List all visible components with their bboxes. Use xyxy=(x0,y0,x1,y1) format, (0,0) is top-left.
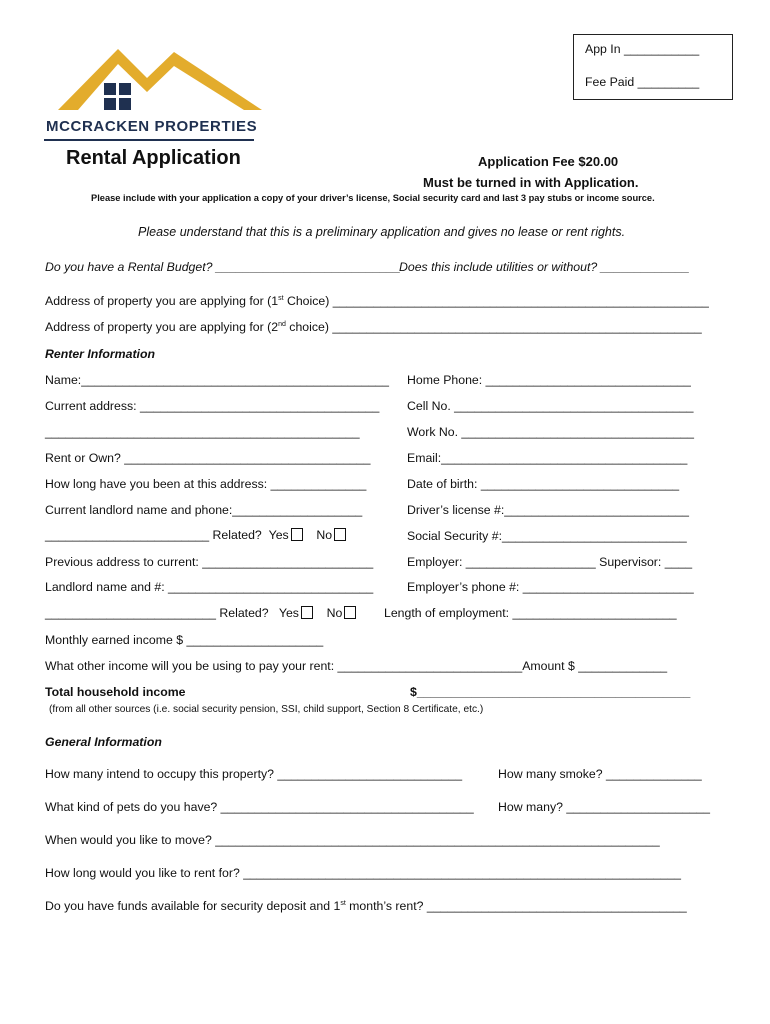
previous-landlord-field[interactable]: Landlord name and #: ______________________________ xyxy=(45,580,374,594)
employer-field[interactable]: Employer: ___________________ Supervisor: ____ xyxy=(407,555,693,569)
date-of-birth-field[interactable]: Date of birth: _____________________________ xyxy=(407,477,680,491)
move-date-field[interactable]: When would you like to move? _________________________________________________________________ xyxy=(45,833,660,847)
other-income-field[interactable]: What other income will you be using to pay your rent: ___________________________Amount $ _____________ xyxy=(45,659,668,673)
logo xyxy=(44,44,274,144)
email-field[interactable]: Email:____________________________________ xyxy=(407,451,688,465)
related-field[interactable]: ________________________ Related? xyxy=(45,528,262,542)
cell-phone-field[interactable]: Cell No. ___________________________________ xyxy=(407,399,694,413)
drivers-license-field[interactable]: Driver’s license #:___________________________ xyxy=(407,503,689,517)
no-label-2: No xyxy=(326,606,343,620)
related-2-field[interactable]: _________________________ Related? xyxy=(45,606,269,620)
current-landlord-field[interactable]: Current landlord name and phone:___________________ xyxy=(45,503,363,517)
rental-budget-field[interactable]: Do you have a Rental Budget? ___________________________ xyxy=(45,260,401,274)
renter-information-heading: Renter Information xyxy=(45,347,155,361)
logo-underline xyxy=(44,139,254,141)
social-security-field[interactable]: Social Security #:___________________________ xyxy=(407,529,687,543)
total-household-income-field[interactable]: $________________________________________ xyxy=(410,685,691,699)
total-household-income-label: Total household income xyxy=(45,685,186,699)
work-phone-field[interactable]: Work No. __________________________________ xyxy=(407,425,694,439)
previous-landlord-related-row xyxy=(45,606,356,620)
name-field[interactable]: Name:_____________________________________________ xyxy=(45,373,389,387)
logo-company-name: MCCRACKEN PROPERTIES xyxy=(46,118,258,135)
rental-length-field[interactable]: How long would you like to rent for? ________________________________________________________________ xyxy=(45,866,681,880)
fee-paid-field[interactable]: Fee Paid _________ xyxy=(585,75,700,89)
home-phone-field[interactable]: Home Phone: ______________________________ xyxy=(407,373,691,387)
application-fee: Application Fee $20.00 xyxy=(478,154,619,169)
house-roof-icon xyxy=(44,44,274,116)
related-2-no-checkbox[interactable] xyxy=(344,606,356,619)
income-sources-note: (from all other sources (i.e. social security pension, SSI, child support, Section 8 Certificate, etc.) xyxy=(49,704,484,715)
pets-field[interactable]: What kind of pets do you have? _____________________________________ xyxy=(45,800,474,814)
monthly-income-field[interactable]: Monthly earned income $ ____________________ xyxy=(45,633,324,647)
related-2-yes-checkbox[interactable] xyxy=(301,606,313,619)
no-label: No xyxy=(316,528,333,542)
employer-phone-field[interactable]: Employer’s phone #: _________________________ xyxy=(407,580,694,594)
pet-count-field[interactable]: How many? _____________________ xyxy=(498,800,710,814)
previous-address-field[interactable]: Previous address to current: _________________________ xyxy=(45,555,374,569)
smokers-field[interactable]: How many smoke? ______________ xyxy=(498,767,702,781)
page-title: Rental Application xyxy=(66,147,241,169)
utilities-field[interactable]: Does this include utilities or without? _____________ xyxy=(399,260,690,274)
related-yes-checkbox[interactable] xyxy=(291,528,303,541)
yes-label: Yes xyxy=(268,528,289,542)
first-choice-address-field[interactable]: Address of property you are applying for (1st Choice) _______________________________________________________ xyxy=(45,294,709,308)
landlord-related-row xyxy=(45,528,346,542)
current-address-field[interactable]: Current address: ___________________________________ xyxy=(45,399,380,413)
preliminary-note: Please understand that this is a preliminary application and gives no lease or rent rights. xyxy=(138,225,626,239)
occupants-field[interactable]: How many intend to occupy this property? ___________________________ xyxy=(45,767,463,781)
rent-or-own-field[interactable]: Rent or Own? ____________________________________ xyxy=(45,451,371,465)
general-information-heading: General Information xyxy=(45,735,162,749)
deposit-funds-field[interactable]: Do you have funds available for security deposit and 1st month’s rent? ______________________________________ xyxy=(45,899,687,913)
office-use-box xyxy=(573,34,733,100)
yes-label-2: Yes xyxy=(278,606,299,620)
length-of-employment-field[interactable]: Length of employment: ________________________ xyxy=(384,606,677,620)
include-documents-note: Please include with your application a copy of your driver’s license, Social security card and last 3 pay stubs or income source. xyxy=(91,193,655,203)
must-turn-in-note: Must be turned in with Application. xyxy=(423,175,639,190)
how-long-at-address-field[interactable]: How long have you been at this address: ______________ xyxy=(45,477,367,491)
app-in-field[interactable]: App In ___________ xyxy=(585,42,700,56)
second-choice-address-field[interactable]: Address of property you are applying for (2nd choice) ______________________________________________________ xyxy=(45,320,702,334)
related-no-checkbox[interactable] xyxy=(334,528,346,541)
address-line-2-field[interactable]: ______________________________________________ xyxy=(45,425,360,439)
